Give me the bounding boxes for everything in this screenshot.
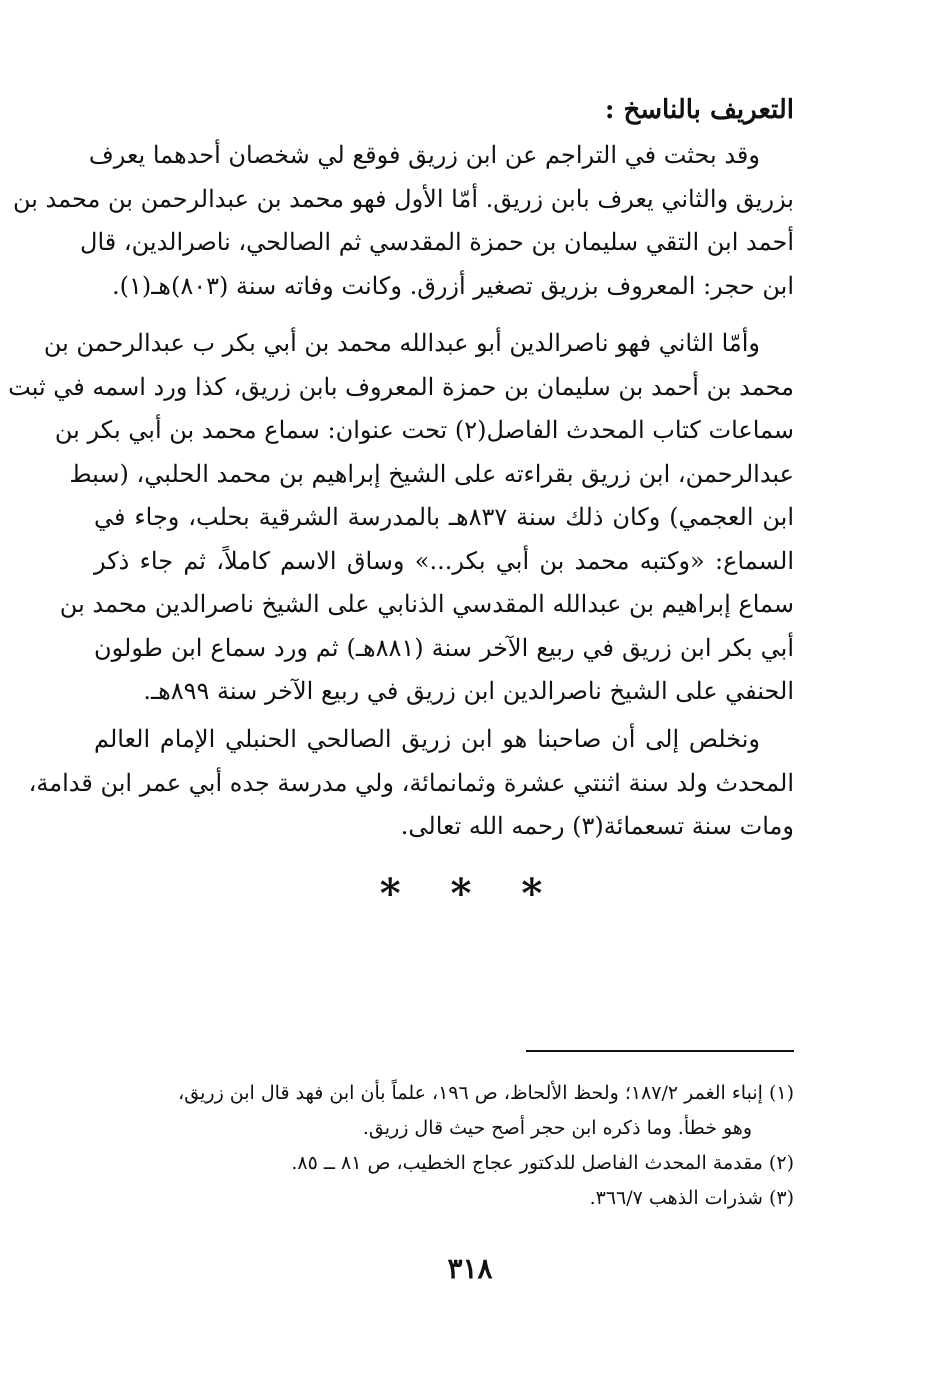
text-line: أبي بكر ابن زريق في ربيع الآخر سنة (٨٨١هـ) ثم ورد سماع ابن طولون bbox=[94, 633, 795, 662]
footnote-divider bbox=[526, 1050, 794, 1052]
text-line: سماعات كتاب المحدث الفاصل(٢) تحت عنوان: سماع محمد بن أبي بكر بن bbox=[54, 416, 794, 444]
paragraph-3 bbox=[28, 718, 794, 849]
text-line: أحمد ابن التقي سليمان بن حمزة المقدسي ثم الصالحي، ناصرالدين، قال bbox=[80, 228, 794, 256]
footnotes bbox=[94, 1076, 794, 1216]
footnote-3: (٣) شذرات الذهب ٣٦٦/٧. bbox=[589, 1187, 794, 1209]
footnote-2: (٢) مقدمة المحدث الفاصل للدكتور عجاج الخطيب، ص ٨١ ــ ٨٥. bbox=[291, 1152, 794, 1174]
paragraph-2 bbox=[8, 322, 795, 714]
text-line: السماع: «وكتبه محمد بن أبي بكر...» وساق الاسم كاملاً، ثم جاء ذكر bbox=[94, 546, 794, 575]
text-line: بزريق والثاني يعرف بابن زريق. أمّا الأول فهو محمد بن عبدالرحمن بن محمد بن bbox=[12, 184, 794, 213]
text-line: وأمّا الثاني فهو ناصرالدين أبو عبدالله محمد بن أبي بكر ب عبدالرحمن بن bbox=[43, 329, 760, 357]
page-number: ٣١٨ bbox=[447, 1252, 493, 1285]
footnote-1: (١) إنباء الغمر ١٨٧/٢؛ ولحظ الألحاظ، ص ١٩٦، علماً بأن ابن فهد قال ابن زريق، bbox=[178, 1082, 794, 1104]
text-line: وقد بحثت في التراجم عن ابن زريق فوقع لي شخصان أحدهما يعرف bbox=[88, 141, 760, 169]
section-heading: التعريف بالناسخ : bbox=[604, 95, 794, 125]
text-line: ومات سنة تسعمائة(٣) رحمه الله تعالى. bbox=[400, 812, 794, 840]
section-separator: * * * bbox=[379, 870, 561, 917]
text-line: ونخلص إلى أن صاحبنا هو ابن زريق الصالحي الحنبلي الإمام العالم bbox=[94, 725, 760, 753]
text-line: عبدالرحمن، ابن زريق بقراءته على الشيخ إبراهيم بن محمد الحلبي، (سبط bbox=[69, 459, 794, 488]
text-line: محمد بن أحمد بن سليمان بن حمزة المعروف بابن زريق، كذا ورد اسمه في ثبت bbox=[8, 372, 794, 401]
text-line: ابن حجر: المعروف بزريق تصغير أزرق. وكانت وفاته سنة (٨٠٣)هـ(١). bbox=[112, 271, 794, 300]
paragraph-1 bbox=[12, 134, 794, 308]
text-line: سماع إبراهيم بن عبدالله المقدسي الذنابي على الشيخ ناصرالدين محمد بن bbox=[59, 590, 794, 618]
footnote-1-continuation: وهو خطأ. وما ذكره ابن حجر أصح حيث قال زريق. bbox=[362, 1117, 752, 1139]
text-line: الحنفي على الشيخ ناصرالدين ابن زريق في ربيع الآخر سنة ٨٩٩هـ. bbox=[143, 677, 794, 705]
text-line: ابن العجمي) وكان ذلك سنة ٨٣٧هـ بالمدرسة الشرقية بحلب، وجاء في bbox=[94, 503, 794, 531]
text-line: المحدث ولد سنة اثنتي عشرة وثمانمائة، ولي مدرسة جده أبي عمر ابن قدامة، bbox=[28, 768, 794, 797]
